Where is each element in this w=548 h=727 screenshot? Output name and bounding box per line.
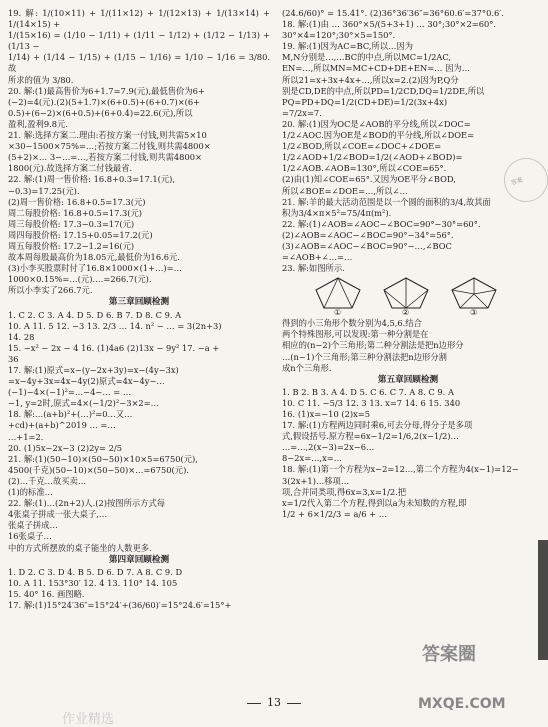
answer-line: (3)小李买股票时付了16.8×1000×(1+…)=… xyxy=(8,263,182,274)
answer-line: =7/2x=7. xyxy=(282,107,322,118)
right-top-lines xyxy=(282,8,534,119)
answer-line: 0.5)+(6−2)×(6+0.5)+(6+0.4)=22.6(元),所以 xyxy=(8,107,193,118)
answer-line: …(n−1)个三角形;第三种分割法把n边形分割 xyxy=(282,351,447,362)
answer-line: 22. 解:(1)∠AOB=∠AOC−∠BOC=90°−30°=60°. xyxy=(282,218,481,229)
answer-line: 盈利,盈利9.8元. xyxy=(8,118,68,129)
pentagon-drawing-3 xyxy=(448,276,500,310)
right-after-figure-lines xyxy=(282,318,534,373)
answer-line: 1/2∠AOC.因为OE是∠BOD的平分线,所以∠DOE= xyxy=(282,130,475,141)
answer-line: 15. 40° 16. 画图略. xyxy=(8,588,85,599)
answer-line: x=1/2代入第二个方程,得到以a为未知数的方程,即 xyxy=(282,497,467,508)
answer-line: 10. C 11. −5/3 12. 3 13. x=7 14. 6 15. 340 xyxy=(282,397,461,408)
answer-line: 1. D 2. C 3. D 4. B 5. D 6. D 7. A 8. C 9. D xyxy=(8,566,183,577)
answer-line: 20. (1)5x−2x−3 (2)2y= 2/5 xyxy=(8,442,122,453)
section-4-lines xyxy=(8,567,270,611)
answer-line: 积为3/4×π×5²=75/4π(m²). xyxy=(282,207,392,218)
answer-line: 张桌子拼成… xyxy=(8,520,58,531)
answer-line: 中的方式所摆放的桌子能坐的人数更多. xyxy=(8,542,152,553)
answer-line: 得到的小三角形个数分别为4,5,6.结合 xyxy=(282,318,422,329)
answer-line: 周二每股价格: 16.8+0.5=17.3(元) xyxy=(8,207,143,218)
answer-line: (2)由(1)知∠COE=65°.又因为OE平分∠BOD, xyxy=(282,174,456,185)
pentagon-figure xyxy=(312,276,534,316)
section-5-lines xyxy=(282,387,534,520)
pentagon-figure-2 xyxy=(380,276,432,316)
answer-line: 1800(元).故选择方案二付钱最省. xyxy=(8,163,133,174)
answer-line: 21. 解:(1)(50−10)×(50−50)×10×5=6750(元), xyxy=(8,453,198,464)
answer-line: −0.3)=17.25(元). xyxy=(8,185,80,196)
answer-line: 20. 解:(1)因为OC是∠AOB的平分线,所以∠DOC= xyxy=(282,118,471,129)
answer-line: 10. A 11. 5 12. −3 13. 2/3 … 14. n² − … = 3(2n+3) xyxy=(8,320,222,331)
answer-line: (24.6/60)° = 15.41°. (2)36°36′36″=36°60.6′=37°0.6′. xyxy=(282,8,504,18)
answer-line: 故本周每股最高价为18.05元,最低价为16.6元. xyxy=(8,252,180,263)
section-4-title: 第四章回顾检测 xyxy=(108,554,170,565)
answer-line: (5+2)×… 3−…=…,若按方案二付钱,则共需4800× xyxy=(8,152,202,163)
answer-line: 周三每股价格: 17.3−0.3=17(元) xyxy=(8,218,135,229)
answer-line: 所以∠BOE=∠DOE=…,所以∠… xyxy=(282,185,408,196)
answer-line: 21. 解:选择方案二.理由:若按方案一付钱,则共需5×10 xyxy=(8,130,207,141)
answer-line: 17. 解:(1)方程两边同时乘6,可去分母,得分子是多项 xyxy=(282,420,473,431)
answer-line: (−1)−4×(−1)²=…−4−… = … xyxy=(8,387,132,398)
answer-line: 4500(千克)(50−10)×(50−50)×…=6750(元). xyxy=(8,464,189,475)
answer-line: 1. C 2. C 3. A 4. D 5. D 6. B 7. D 8. C 9. A xyxy=(8,309,182,320)
pentagon-drawing-2 xyxy=(380,276,432,310)
answer-line: (2)∠AOB=∠AOC−∠BOC=90°−34°=56°. xyxy=(282,229,454,240)
answer-line: (2)…千克…故买卖… xyxy=(8,475,87,486)
page-number: 13 xyxy=(267,696,281,709)
answer-line: 项,合并同类项,得6x=3,x=1/2.把 xyxy=(282,486,407,497)
answer-line: 1. B 2. B 3. A 4. D 5. C 6. C 7. A 8. C 9. A xyxy=(282,386,454,397)
answer-line: 16. (1)x=−10 (2)x=5 xyxy=(282,409,371,419)
answer-line: −1, y=2时,原式=4×(−1/2)²−3×2=… xyxy=(8,398,159,409)
answer-line: 30°×4=120°;30°×5=150°. xyxy=(282,30,396,41)
answer-line: 两个特殊图形,可以发现:第一种分割是在 xyxy=(282,329,429,340)
answer-line: 所求的值为 3/80. xyxy=(8,74,74,85)
answer-line: 周四每股价格: 17.15+0.05=17.2(元) xyxy=(8,229,153,240)
page-number-dash-left xyxy=(247,703,261,704)
answer-line: 1/2∠AOD+1/2∠BOD=1/2(∠AOD+∠BOD)= xyxy=(282,152,463,163)
pentagon-figure-1 xyxy=(312,276,364,316)
answer-line: =x−4y+3x=4x−4y(2)原式=4x−4y−… xyxy=(8,376,165,387)
answer-line: 1/(15×16) = (1/10 − 1/11) + (1/11 − 1/12) + (1/12 − 1/13) + (1/13 − xyxy=(8,30,270,52)
answer-line: 周五每股价格: 17.2−1.2=16(元) xyxy=(8,240,135,251)
figure-label-1: ① xyxy=(334,308,342,318)
stamp-text: 答案 xyxy=(510,176,524,188)
figure-label-3: ③ xyxy=(470,308,478,318)
page-number-row xyxy=(0,696,548,709)
answer-line: (1)的标准… xyxy=(8,487,53,498)
answer-line: 19. 解: 1/(10×11) + 1/(11×12) + 1/(12×13) + 1/(13×14) + 1/(14×15) + xyxy=(8,8,270,30)
left-answer-lines xyxy=(8,8,270,296)
section-3-title: 第三章回顾检测 xyxy=(108,297,170,308)
answer-line: 17. 解:(1)原式=x−(y−2x+3y)=x−(4y−3x) xyxy=(8,365,179,375)
answer-line: 1/2∠BOD,所以∠COE=∠DOC+∠DOE= xyxy=(282,141,442,152)
answer-line: (−2)=4(元).(2)(5+1.7)×(6+0.5)+(6+0.7)×(6+ xyxy=(8,96,201,107)
answer-line: 14. 28 xyxy=(8,331,35,342)
answer-line: 式,假设括号.原方程=6x−1/2=1/6,2(x−1/2)… xyxy=(282,431,459,442)
watermark-bottom-left: 作业精选 xyxy=(62,712,115,727)
answer-line: EN=…,所以MN=MC+CD+DE+EN=… 因为… xyxy=(282,63,471,74)
answer-line: 17. 解:(1)15°24′36″=15°24′+(36/60)′=15°24.6′=15°+ xyxy=(8,599,232,610)
answer-line: 18. 解:(1)第一个方程为x−2=12…,第二个方程为4(x−1)=12− xyxy=(282,464,519,475)
answer-line: 1/14) + (1/14 − 1/15) + (1/15 − 1/16) = 1/10 − 1/16 = 3/80. 故 xyxy=(8,52,270,74)
answer-line: =∠AOB+∠…=… xyxy=(282,252,353,263)
answer-line: 18. 解:…(a+b)²+(…)²=0…又… xyxy=(8,409,133,420)
answer-line: 1/2∠AOB.∠AOB=130°,所以∠COE=65°. xyxy=(282,163,447,174)
right-mid-lines xyxy=(282,119,534,274)
answer-line: 22. 解:(1)周一售价格: 16.8+0.3=17.1(元), xyxy=(8,174,176,185)
answer-line: 1000×0.15%=…(元).…=266.7(元). xyxy=(8,274,152,285)
watermark-logo-top: 答案圈 xyxy=(422,644,476,665)
answer-line: (2)周一售价格: 16.8+0.5=17.3(元) xyxy=(8,196,146,207)
answer-line: 23. 解:如图所示. xyxy=(282,263,345,274)
figure-label-2: ② xyxy=(402,308,410,318)
answer-line: +cd)+(a+b)^2019 … =… xyxy=(8,420,116,431)
answer-line: …+1=2. xyxy=(8,431,44,442)
page-number-dash-right xyxy=(287,703,301,704)
section-5-title: 第五章回顾检测 xyxy=(377,374,439,385)
answer-line: PQ=PD+DQ=1/2(CD+DE)=1/2(3x+4x) xyxy=(282,96,448,107)
answer-line: 别是CD,DE的中点,所以PD=1/2CD,DQ=1/2DE,所以 xyxy=(282,85,485,96)
answer-line: 36 xyxy=(8,353,19,364)
answer-line: 成n个三角形. xyxy=(282,362,332,373)
left-column xyxy=(8,8,270,611)
answer-line: 相应的(n−2)个三角形;第二种分割法是把n边形分 xyxy=(282,340,464,351)
answer-line: 4张桌子拼成一张大桌子,… xyxy=(8,509,108,520)
section-3-lines xyxy=(8,310,270,554)
watermark-logo-bottom: MXQE.COM xyxy=(418,696,506,712)
answer-line: 15. −x² − 2x − 4 16. (1)4a6 (2)13x − 9y² 17. −a + xyxy=(8,342,220,353)
pentagon-drawing-1 xyxy=(312,276,364,310)
answer-line: 21. 解:羊的最大活动范围是以一个圆的面积的3/4,故其面 xyxy=(282,196,491,207)
answer-line: 10. A 11. 153°30′ 12. 4 13. 110° 14. 105 xyxy=(8,577,178,588)
answer-line: ×30−1500×75%=…;若按方案二付钱,则共需4800× xyxy=(8,141,211,152)
answer-line: 8−2x=…,x=… xyxy=(282,453,343,464)
answer-line: 1/2 + 6×1/2/3 = a/6 + … xyxy=(282,508,388,519)
answer-line: M,N分别是…,…BC的中点,所以MC=1/2AC, xyxy=(282,52,452,63)
answer-line: 19. 解:(1)因为AC=BC,所以…因为 xyxy=(282,41,413,52)
right-column xyxy=(282,8,534,520)
answer-line: 3(2x+1)…移项… xyxy=(282,475,350,486)
answer-line: 18. 解:(1)由 … 360°×5/(5+3+1) … 30°;30°×2=60°. xyxy=(282,19,497,30)
pentagon-figure-3 xyxy=(448,276,500,316)
answer-line: 16张桌子… xyxy=(8,531,52,542)
answer-line: 22. 解:(1)…(2n+2)人.(2)按图所示方式每 xyxy=(8,498,166,509)
answer-line: 所以小李实了266.7元. xyxy=(8,285,93,296)
answer-line: 所以21=x+3x+4x+…,所以x=2.(2)因为P,Q分 xyxy=(282,74,459,85)
answer-line: (3)∠AOB=∠AOC−∠BOC=90°−…,∠BOC xyxy=(282,240,452,251)
answer-line: …=…,2(x−3)=2x−6… xyxy=(282,442,375,453)
answer-line: 20. 解:(1)最高售价为6+1.7=7.9(元),最低售价为6+ xyxy=(8,85,205,96)
